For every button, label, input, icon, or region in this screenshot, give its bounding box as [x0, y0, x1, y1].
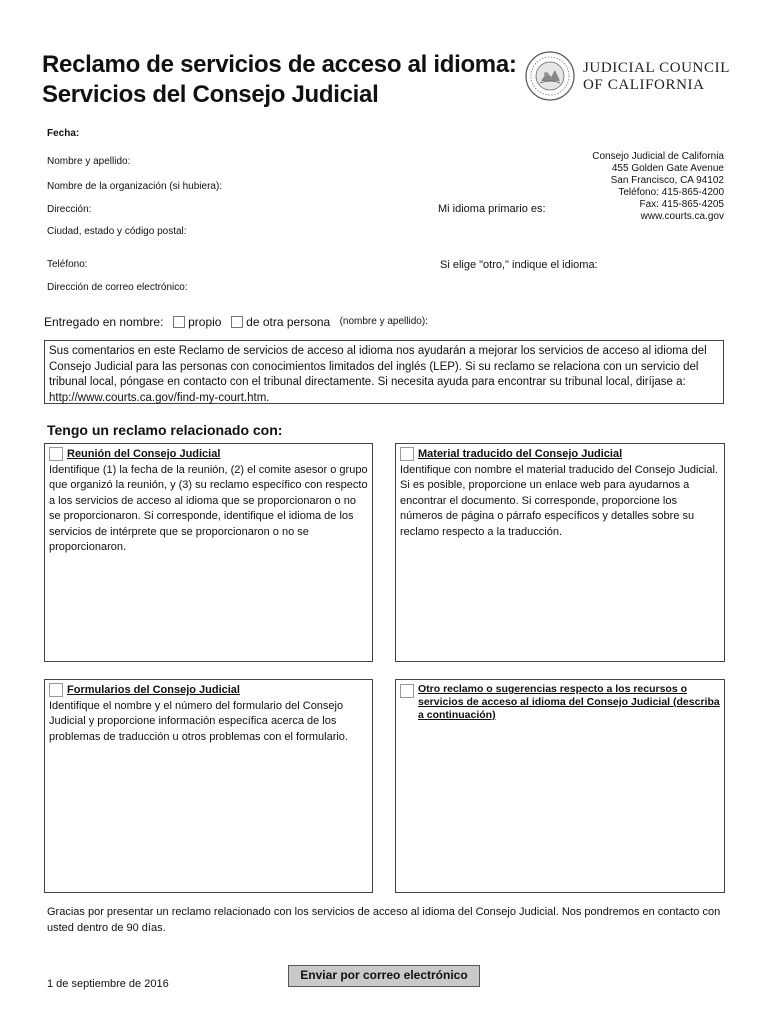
- reunion-instructions: Identifique (1) la fecha de la reunión, (2) el comite asesor o grupo que organizó la reunión, y (3) su reclamo específico con respecto a los servicios de acceso al idioma que se proporcionaron o no se proporcionaron. Si corresponde, identifique el idioma de los servicios de intérprete que se proporcionaron o no se proporcionaron.: [49, 463, 368, 553]
- address-line: 455 Golden Gate Avenue: [611, 163, 724, 174]
- california-seal-icon: [524, 50, 576, 102]
- otro-checkbox[interactable]: [400, 684, 414, 698]
- formularios-heading: Formularios del Consejo Judicial: [67, 684, 240, 696]
- nombre-label: Nombre y apellido:: [47, 156, 131, 167]
- submit-email-button[interactable]: Enviar por correo electrónico: [288, 965, 480, 987]
- form-date: 1 de septiembre de 2016: [47, 978, 169, 990]
- formularios-complaint-box[interactable]: [44, 679, 373, 893]
- entregado-row: [44, 314, 428, 329]
- fecha-label: Fecha:: [47, 128, 80, 139]
- form-title-line1: Reclamo de servicios de acceso al idioma:: [42, 51, 517, 78]
- section-title: Tengo un reclamo relacionado con:: [47, 422, 283, 438]
- formularios-checkbox[interactable]: [49, 683, 63, 697]
- form-title-line2: Servicios del Consejo Judicial: [42, 81, 379, 108]
- correo-label: Dirección de correo electrónico:: [47, 282, 188, 293]
- org-name: [583, 60, 730, 94]
- address-line: Consejo Judicial de California: [592, 151, 724, 162]
- intro-text: Sus comentarios en este Reclamo de servicios de acceso al idioma nos ayudarán a mejorar los servicios de acceso al idioma del Consejo Judicial para las personas con conocimientos limitados del inglés (LEP). Si su reclamo se relaciona con un servicio del tribunal local, póngase en contacto con el tribunal directamente. Si necesita ayuda para encontrar su tribunal local, diríjase a: http://www.courts.ca.gov/find-my-court.htm.: [44, 340, 724, 404]
- propio-checkbox[interactable]: [173, 316, 185, 328]
- material-checkbox[interactable]: [400, 447, 414, 461]
- reunion-complaint-box[interactable]: [44, 443, 373, 662]
- council-address: [592, 151, 724, 223]
- otra-persona-label: de otra persona: [246, 314, 331, 329]
- otra-persona-note: (nombre y apellido):: [339, 316, 428, 328]
- address-website: www.courts.ca.gov: [640, 211, 724, 222]
- otro-idioma-label: Si elige "otro," indique el idioma:: [440, 259, 598, 271]
- otro-complaint-box[interactable]: [395, 679, 725, 893]
- idioma-primario-label: Mi idioma primario es:: [438, 203, 546, 215]
- otra-persona-checkbox[interactable]: [231, 316, 243, 328]
- otro-heading: Otro reclamo o sugerencias respecto a los recursos o servicios de acceso al idioma del Consejo Judicial (describa a continuación): [418, 683, 720, 721]
- address-phone: Teléfono: 415-865-4200: [618, 187, 724, 198]
- address-fax: Fax: 415-865-4205: [639, 199, 724, 210]
- reunion-heading: Reunión del Consejo Judicial: [67, 448, 221, 460]
- propio-label: propio: [188, 314, 222, 329]
- ciudad-label: Ciudad, estado y código postal:: [47, 226, 187, 237]
- material-instructions: Identifique con nombre el material traducido del Consejo Judicial. Si es posible, proporcione un enlace web para ayudarnos a encontrar el documento. Si corresponde, proporcione los números de página o párrafo específicos y detalles sobre su reclamo respecto a la traducción.: [400, 463, 718, 538]
- formularios-instructions: Identifique el nombre y el número del formulario del Consejo Judicial y proporcione información específica acerca de los problemas de traducción u otros problemas con el formulario.: [49, 699, 348, 743]
- organizacion-label: Nombre de la organización (si hubiera):: [47, 181, 223, 192]
- form-title: [42, 50, 517, 110]
- telefono-label: Teléfono:: [47, 259, 88, 270]
- material-complaint-box[interactable]: [395, 443, 725, 662]
- thanks-text: Gracias por presentar un reclamo relacionado con los servicios de acceso al idioma del Consejo Judicial. Nos pondremos en contacto con usted dentro de 90 días.: [47, 906, 721, 934]
- org-name-line1: JUDICIAL COUNCIL: [583, 60, 730, 76]
- entregado-label: Entregado en nombre:: [44, 314, 164, 329]
- direccion-label: Dirección:: [47, 204, 92, 215]
- org-name-line2: OF CALIFORNIA: [583, 77, 705, 93]
- address-line: San Francisco, CA 94102: [610, 175, 724, 186]
- reunion-checkbox[interactable]: [49, 447, 63, 461]
- material-heading: Material traducido del Consejo Judicial: [418, 448, 623, 460]
